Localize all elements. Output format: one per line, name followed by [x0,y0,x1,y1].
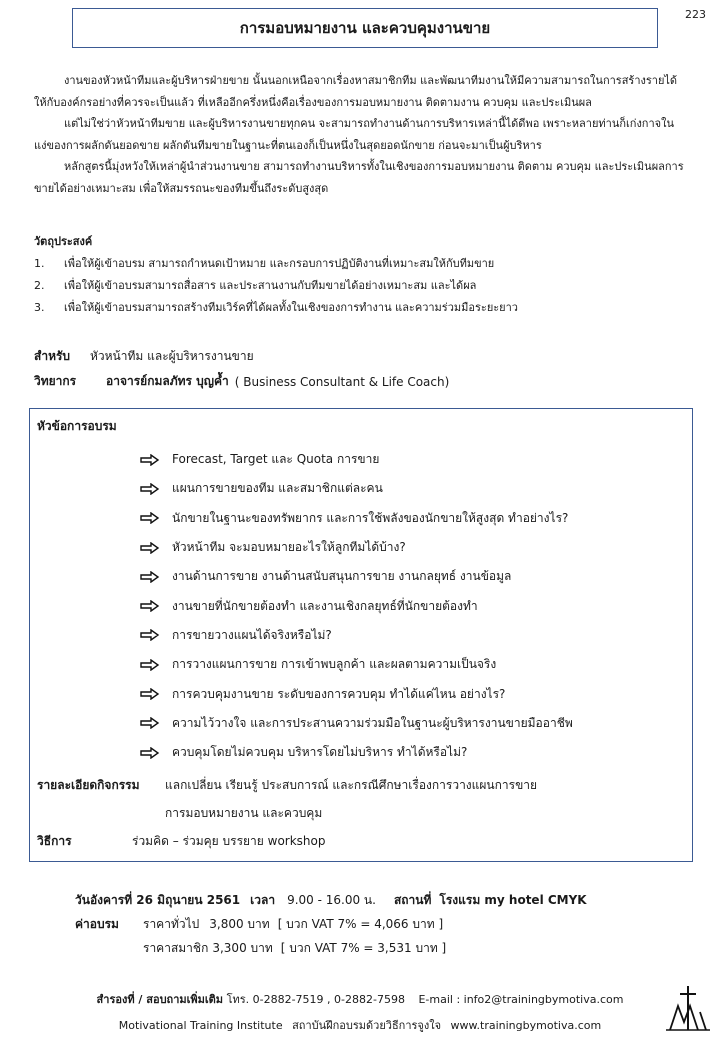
time-value: 9.00 - 16.00 น. [287,892,376,907]
objectives-heading: วัตถุประสงค์ [34,235,93,248]
topic-item [140,504,573,533]
speaker-label: วิทยากร [34,374,77,388]
topic-label: การควบคุมงานขาย ระดับของการควบคุม ทำได้แค่ไหน อย่างไร? [172,686,506,701]
venue-value: โรงแรม my hotel CMYK [439,892,587,907]
page-title: การมอบหมายงาน และควบคุมงานขาย [239,19,491,37]
objective-text: เพื่อให้ผู้เข้าอบรมสามารถสร้างทีมเวิร์คที่ได้ผลทั้งในเชิงของการทำงาน และความร่วมมือระยะยาว [64,301,518,314]
topics-box [29,408,693,862]
contact-line [0,990,720,1008]
institute-name-en: Motivational Training Institute [118,1019,283,1032]
topic-label: Forecast, Target และ Quota การขาย [172,452,380,467]
topic-item [140,621,573,650]
objective-text: เพื่อให้ผู้เข้าอบรม สามารถกำหนดเป้าหมาย และกรอบการปฏิบัติงานที่เหมาะสมให้กับทีมขาย [64,257,495,270]
objective-item [34,252,694,274]
mti-logo [664,984,712,1038]
time-label: เวลา [250,892,276,907]
arrow-right-icon [140,746,168,760]
contact-email: E-mail : info2@trainingbymotiva.com [418,993,624,1006]
objective-text: เพื่อให้ผู้เข้าอบรมสามารถสื่อสาร และประสานงานกับทีมขายได้อย่างเหมาะสม และได้ผล [64,279,477,292]
arrow-right-icon [140,599,168,613]
fee-general-label: ราคาทั่วไป [143,916,200,931]
topic-list [140,445,573,767]
intro-section [34,70,686,199]
topic-item [140,738,573,767]
page-number: 223 [685,8,706,21]
fee-general-vat: [ บวก VAT 7% = 4,066 บาท ] [277,916,444,931]
audience-value: หัวหน้าทีม และผู้บริหารงานขาย [90,349,254,363]
fee-row-member [75,936,587,960]
topic-label: การวางแผนการขาย การเข้าพบลูกค้า และผลตามความเป็นจริง [172,657,497,672]
arrow-right-icon [140,453,168,467]
date-label: วันอังคารที่ 26 มิถุนายน 2561 [75,892,241,907]
institute-line [0,1016,720,1034]
venue-label: สถานที่ [393,892,432,907]
objective-number: 1. [34,256,45,270]
activity-section [37,771,537,855]
topic-item [140,474,573,503]
topic-item [140,679,573,708]
date-row [75,888,587,912]
fee-member-price: 3,300 บาท [212,940,273,955]
activity-row [37,799,537,827]
topic-label: งานด้านการขาย งานด้านสนับสนุนการขาย งานกลยุทธ์ งานข้อมูล [172,569,512,584]
topics-heading: หัวข้อการอบรม [37,419,117,433]
arrow-right-icon [140,541,168,555]
method-value: ร่วมคิด – ร่วมคุย บรรยาย workshop [132,833,326,848]
arrow-right-icon [140,716,168,730]
topic-label: แผนการขายของทีม และสมาชิกแต่ละคน [172,481,383,496]
arrow-right-icon [140,687,168,701]
arrow-right-icon [140,658,168,672]
speaker-role: ( Business Consultant & Life Coach) [234,374,450,389]
objectives-section [34,232,694,318]
schedule-section [75,888,587,960]
activity-label: รายละเอียดกิจกรรม [37,777,140,792]
objective-number: 2. [34,278,45,292]
activity-line: การมอบหมายงาน และควบคุม [165,805,323,820]
activity-row [37,771,537,799]
fee-general-price: 3,800 บาท [209,916,270,931]
fee-member-label: ราคาสมาชิก [143,940,209,955]
method-label: วิธีการ [37,833,72,848]
topic-label: หัวหน้าทีม จะมอบหมายอะไรให้ลูกทีมได้บ้าง? [172,540,406,555]
topic-item [140,445,573,474]
topic-item [140,533,573,562]
objective-item [34,296,694,318]
meta-section [34,344,449,394]
topic-item [140,650,573,679]
contact-label: สำรองที่ / สอบถามเพิ่มเติม [96,993,224,1006]
arrow-right-icon [140,511,168,525]
method-row [37,827,537,855]
topic-item [140,709,573,738]
title-box [72,8,658,48]
speaker-row [34,369,449,394]
contact-phone: โทร. 0-2882-7519 , 0-2882-7598 [226,993,405,1006]
fee-member-vat: [ บวก VAT 7% = 3,531 บาท ] [280,940,447,955]
intro-paragraph: แต่ไม่ใช่ว่าหัวหน้าทีมขาย และผู้บริหารงานขายทุกคน จะสามารถทำงานด้านการบริหารเหล่านี้ได้ดีพอ เพราะหลายท่านก็เก่งกาจในแง่ของการผลักดันยอดขาย ผลักดันทีมขายในฐานะที่ตนเองก็เป็นหนึ่งในสุดยอดนักขาย ก่อนจะมาเป็นผู้บริหาร [34,117,674,152]
audience-row [34,344,449,369]
topic-item [140,562,573,591]
objective-number: 3. [34,300,45,314]
arrow-right-icon [140,570,168,584]
topic-label: งานขายที่นักขายต้องทำ และงานเชิงกลยุทธ์ที่นักขายต้องทำ [172,598,478,613]
fee-label: ค่าอบรม [75,916,119,931]
institute-url: www.trainingbymotiva.com [450,1019,602,1032]
audience-label: สำหรับ [34,349,71,363]
topic-label: ควบคุมโดยไม่ควบคุม บริหารโดยไม่บริหาร ทำได้หรือไม่? [172,745,468,760]
objective-item [34,274,694,296]
arrow-right-icon [140,482,168,496]
topic-label: ความไว้วางใจ และการประสานความร่วมมือในฐานะผู้บริหารงานขายมืออาชีพ [172,715,573,730]
intro-paragraph: หลักสูตรนี้มุ่งหวังให้เหล่าผู้นำส่วนงานขาย สามารถทำงานบริหารทั้งในเชิงของการมอบหมายงาน ติดตาม ควบคุม และประเมินผลการขายได้อย่างเหมาะสม เพื่อให้สมรรถนะของทีมขึ้นถึงระดับสูงสุด [34,160,684,195]
topic-item [140,591,573,620]
institute-name-th: สถาบันฝึกอบรมด้วยวิธีการจูงใจ [292,1019,442,1032]
fee-row-general [75,912,587,936]
arrow-right-icon [140,628,168,642]
activity-line: แลกเปลี่ยน เรียนรู้ ประสบการณ์ และกรณีศึกษาเรื่องการวางแผนการขาย [165,777,538,792]
topic-label: นักขายในฐานะของทรัพยากร และการใช้พลังของนักขายให้สูงสุด ทำอย่างไร? [172,510,569,525]
speaker-name: อาจารย์กมลภัทร บุญค้ำ [106,374,229,388]
topic-label: การขายวางแผนได้จริงหรือไม่? [172,627,332,642]
intro-paragraph: งานของหัวหน้าทีมและผู้บริหารฝ่ายขาย นั้นนอกเหนือจากเรื่องหาสมาชิกทีม และพัฒนาทีมงานให้มีความสามารถในการสร้างรายได้ให้กับองค์กรอย่างที่ควรจะเป็นแล้ว ที่เหลืออีกครึ่งหนึ่งคือเรื่องของการมอบหมายงาน ติดตามงาน ควบคุม และประเมินผล [34,74,678,109]
